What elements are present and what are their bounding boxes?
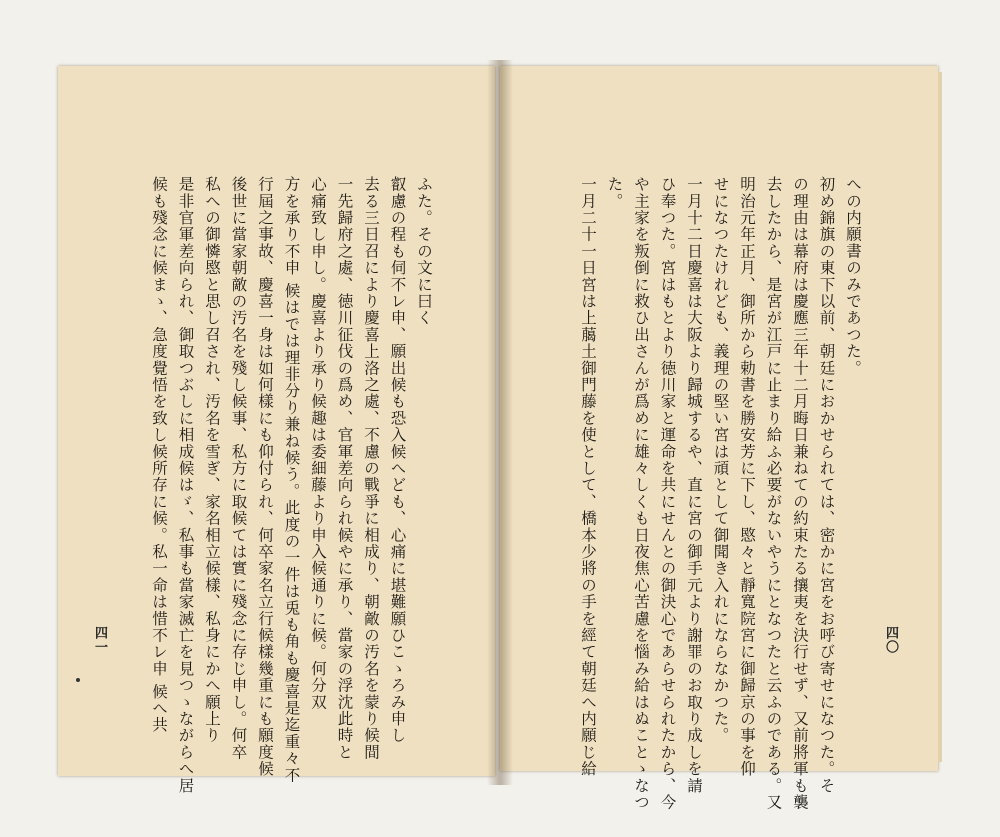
- left-line-4: 一先歸府之處、徳川征伐の爲め、官軍差向られ候やに承り、當家の浮沈此時と: [335, 176, 354, 761]
- right-line-5: 明治元年正月、御所から勅書を勝安芳に下し、愍々と靜寬院宮に御歸京の事を仰: [738, 176, 756, 778]
- left-line-10: 是非官軍差向られ、御取つぶしに相成候はゞ、私事も當家滅亡を見つゝながらへ居: [176, 176, 195, 794]
- right-page-number: 四〇: [883, 626, 898, 654]
- right-line-11: 一月二十一日宮は上﨟土御門藤を使として、橋本少將の手を經て朝廷へ内願じ給: [579, 176, 597, 778]
- right-page: [500, 66, 938, 811]
- left-line-6: 方を承り不申 候はでは理非分り兼ね候う。此度の一件は兎も角も慶喜是迄重々不: [282, 176, 301, 784]
- right-line-4: 去したから、是宮が江戸に止まり給ふ必要がないやうにとなつたと云ふのである。又: [764, 176, 783, 811]
- left-line-3: 去る三日召により慶喜上洛之處、不慮の戰爭に相成り、朝敵の汚名を蒙り候間: [362, 176, 380, 761]
- right-line-6: せになつたけれども、義理の堅い宮は頑として御聞き入れにならなかつた。: [711, 176, 730, 744]
- book-spine: [487, 60, 513, 785]
- left-line-11: 候も殘念に候まゝ、急度覺悟を致し候所存に候。私一命は惜不レ申 候へ共: [150, 176, 168, 734]
- left-page-text: [146, 176, 438, 794]
- right-line-2: 初め錦旗の東下以前、朝廷におかせられては、密かに宮をお呼び寄せになつた。そ: [817, 176, 836, 794]
- right-line-8: ひ奉つた。宮はもとより徳川家と運命を共にせんとの御決心であらせられたから、今: [658, 176, 677, 811]
- right-page-text: [575, 176, 867, 811]
- left-line-1: ふた。その文に曰く: [415, 176, 433, 327]
- left-line-2: 叡慮の程も伺不レ申、願出候も恐入候へども、心痛に堪難願ひこゝろみ申し: [388, 176, 407, 744]
- right-line-9: や主家を叛倒に救ひ出さんが爲めに雄々しくも日夜焦心苦慮を惱み給はぬことゝなつ: [632, 176, 650, 811]
- left-line-7: 行屆之事故、慶喜一身は如何樣にも仰付られ、何卒家名立行候樣幾重にも願度候: [256, 176, 274, 778]
- ink-dot: [76, 678, 80, 682]
- right-line-10: た。: [605, 176, 624, 210]
- left-line-8: 後世に當家朝敵の汚名を殘し候事、私方に取候ては實に殘念に存じ申し。何卒: [229, 176, 248, 761]
- left-line-5: 心痛致し申し。慶喜より承り候趣は委細藤より申入候通りに候。何分双: [309, 176, 327, 711]
- left-page-number: 四一: [92, 626, 107, 654]
- right-line-3: の理由は幕府は慶應三年十二月晦日兼ねての約束たる攘夷を決行せず、又前將軍も襲: [791, 176, 809, 811]
- left-page: [58, 66, 495, 794]
- right-line-7: 一月十二日慶喜は大阪より歸城するや、直に宮の御手元より謝罪のお取り成しを請: [685, 176, 703, 794]
- right-line-1: への内願書のみであつた。: [844, 176, 862, 377]
- left-line-9: 私への御憐愍と思し召され、汚名を雪ぎ、家名相立候樣、私身にかへ願上り: [203, 176, 221, 744]
